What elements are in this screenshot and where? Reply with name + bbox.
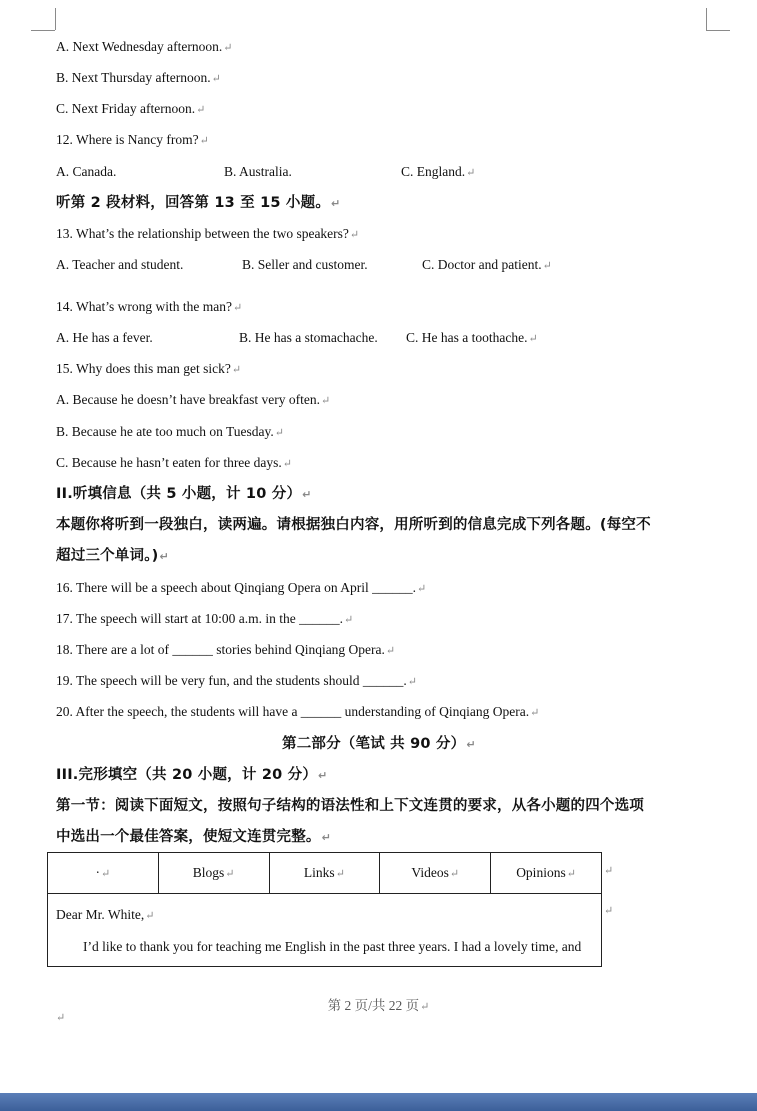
corner-mark-top-right [706,30,730,31]
written-section-title: 第二部分（笔试 共 90 分）↵ [282,736,476,752]
question-18: 18. There are a lot of ______ stories behind Qinqiang Opera.↵ [56,642,396,657]
option-line: C. Because he hasn’t eaten for three days.↵ [56,455,293,470]
part-2-instruction: 本题你将听到一段独白，读两遍。请根据独白内容，用所听到的信息完成下列各题。(每空不 [56,517,651,533]
part-3-instruction: 第一节：阅读下面短文，按照句子结构的语法性和上下文连贯的要求，从各小题的四个选项 [56,798,644,814]
question-12: 12. Where is Nancy from?↵ [56,132,209,147]
corner-mark-top-left [55,8,56,30]
part-3-title: III.完形填空（共 20 小题，计 20 分）↵ [56,767,328,783]
question-14: 14. What’s wrong with the man?↵ [56,299,243,314]
row-end-mark: ↵ [604,905,614,917]
table-header-cell: Opinions↵ [491,853,602,894]
table-header-cell: ·↵ [48,853,159,894]
question-13: 13. What’s the relationship between the two speakers?↵ [56,226,360,241]
window-bottom-bar [0,1093,757,1111]
option-line: B. Next Thursday afternoon.↵ [56,70,221,85]
row-end-mark: ↵ [604,865,614,877]
option-line: A. Because he doesn’t have breakfast very often.↵ [56,392,331,407]
part-2-title: II.听填信息（共 5 小题，计 10 分）↵ [56,486,312,502]
option-line: B. Because he ate too much on Tuesday.↵ [56,424,284,439]
option-line: A. Next Wednesday afternoon.↵ [56,39,233,54]
letter-line: I’d like to thank you for teaching me English in the past three years. I had a lovely time, and [83,939,582,954]
table-header-row [48,853,602,894]
section-2-instruction: 听第 2 段材料，回答第 13 至 15 小题。↵ [56,195,341,211]
corner-mark-top-right [706,8,707,30]
table-header-cell: Links↵ [269,853,380,894]
table-row [48,894,602,967]
question-20: 20. After the speech, the students will have a ______ understanding of Qinqiang Opera.↵ [56,704,540,719]
table-header-cell: Blogs↵ [158,853,269,894]
part-3-instruction: 中选出一个最佳答案，使短文连贯完整。↵ [56,829,332,845]
corner-mark-top-left [31,30,55,31]
letter-cell [48,894,602,967]
table-header-cell: Videos↵ [380,853,491,894]
question-16: 16. There will be a speech about Qinqiang Opera on April ______.↵ [56,580,427,595]
option-line: C. Next Friday afternoon.↵ [56,101,206,116]
passage-table [47,852,602,967]
question-17: 17. The speech will start at 10:00 a.m. in the ______.↵ [56,611,354,626]
page-number: 第 2 页/共 22 页↵ [327,998,430,1013]
question-19: 19. The speech will be very fun, and the students should ______.↵ [56,673,417,688]
part-2-instruction: 超过三个单词。)↵ [56,548,169,564]
question-15: 15. Why does this man get sick?↵ [56,361,242,376]
paragraph-mark: ↵ [56,1012,66,1024]
letter-greeting: Dear Mr. White,↵ [56,907,155,922]
